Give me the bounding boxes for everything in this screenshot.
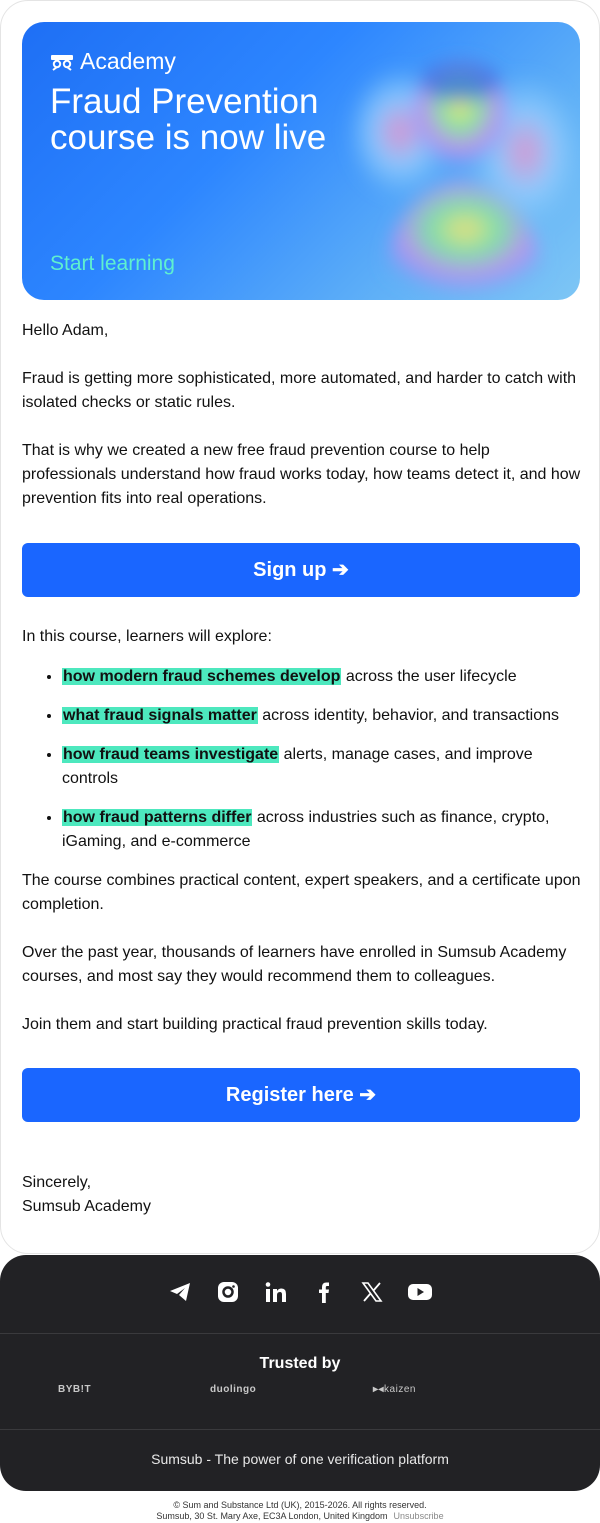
list-intro: In this course, learners will explore:	[22, 628, 272, 645]
bybit-logo: BYB!T	[58, 1384, 92, 1395]
academy-brand	[50, 48, 176, 75]
footer-tagline: Sumsub - The power of one verification platform	[151, 1451, 449, 1467]
hero-illustration	[320, 22, 580, 300]
paragraph-5: Join them and start building practical fraud prevention skills today.	[22, 1016, 488, 1033]
legal-notice	[0, 1500, 600, 1522]
hero-title: Fraud Prevention course is now live	[50, 82, 327, 157]
footer-divider	[0, 1333, 600, 1334]
address-line: Sumsub, 30 St. Mary Axe, EC3A London, United Kingdom Unsubscribe	[156, 1511, 444, 1521]
greeting: Hello Adam,	[22, 322, 109, 339]
footer	[0, 1255, 600, 1491]
facebook-icon[interactable]	[311, 1279, 337, 1305]
course-topics-list	[62, 665, 577, 869]
instagram-icon[interactable]	[215, 1279, 241, 1305]
paragraph-1: Fraud is getting more sophisticated, more automated, and harder to catch with isolated checks or static rules.	[22, 370, 577, 411]
copyright: © Sum and Substance Ltd (UK), 2015-2026. All rights reserved.	[173, 1500, 427, 1510]
telegram-icon[interactable]	[167, 1279, 193, 1305]
list-item: • how modern fraud schemes develop across the user lifecycle	[62, 665, 577, 689]
paragraph-2: That is why we created a new free fraud prevention course to help professionals understand how fraud works today, how teams detect it, and how prevention fits into real operations.	[22, 442, 581, 507]
sign-up-button[interactable]: Sign up ➔	[22, 543, 580, 597]
x-icon[interactable]	[359, 1279, 385, 1305]
unsubscribe-link[interactable]: Unsubscribe	[393, 1511, 444, 1521]
paragraph-3: The course combines practical content, expert speakers, and a certificate upon completion.	[22, 872, 581, 913]
list-item: • what fraud signals matter across identity, behavior, and transactions	[62, 704, 577, 728]
social-links	[0, 1279, 600, 1311]
footer-divider	[0, 1429, 600, 1430]
linkedin-icon[interactable]	[263, 1279, 289, 1305]
kaizen-logo: ▸◂kaizen	[373, 1384, 416, 1395]
youtube-icon[interactable]	[407, 1279, 433, 1305]
brand-label: Academy	[80, 48, 176, 74]
signoff: Sincerely, Sumsub Academy	[22, 1174, 151, 1215]
academy-logo-icon	[50, 52, 74, 72]
duolingo-logo: duolingo	[210, 1384, 257, 1395]
list-item: • how fraud teams investigate alerts, manage cases, and improve controls	[62, 743, 577, 791]
trusted-by-heading: Trusted by	[259, 1355, 341, 1372]
start-learning-link[interactable]: Start learning	[50, 252, 175, 275]
paragraph-4: Over the past year, thousands of learners have enrolled in Sumsub Academy courses, and most say they would recommend them to colleagues.	[22, 944, 567, 985]
register-button[interactable]: Register here ➔	[22, 1068, 580, 1122]
hero-banner[interactable]	[22, 22, 580, 300]
client-logos	[0, 1384, 600, 1404]
list-item: • how fraud patterns differ across industries such as finance, crypto, iGaming, and e-commerce	[62, 806, 577, 854]
